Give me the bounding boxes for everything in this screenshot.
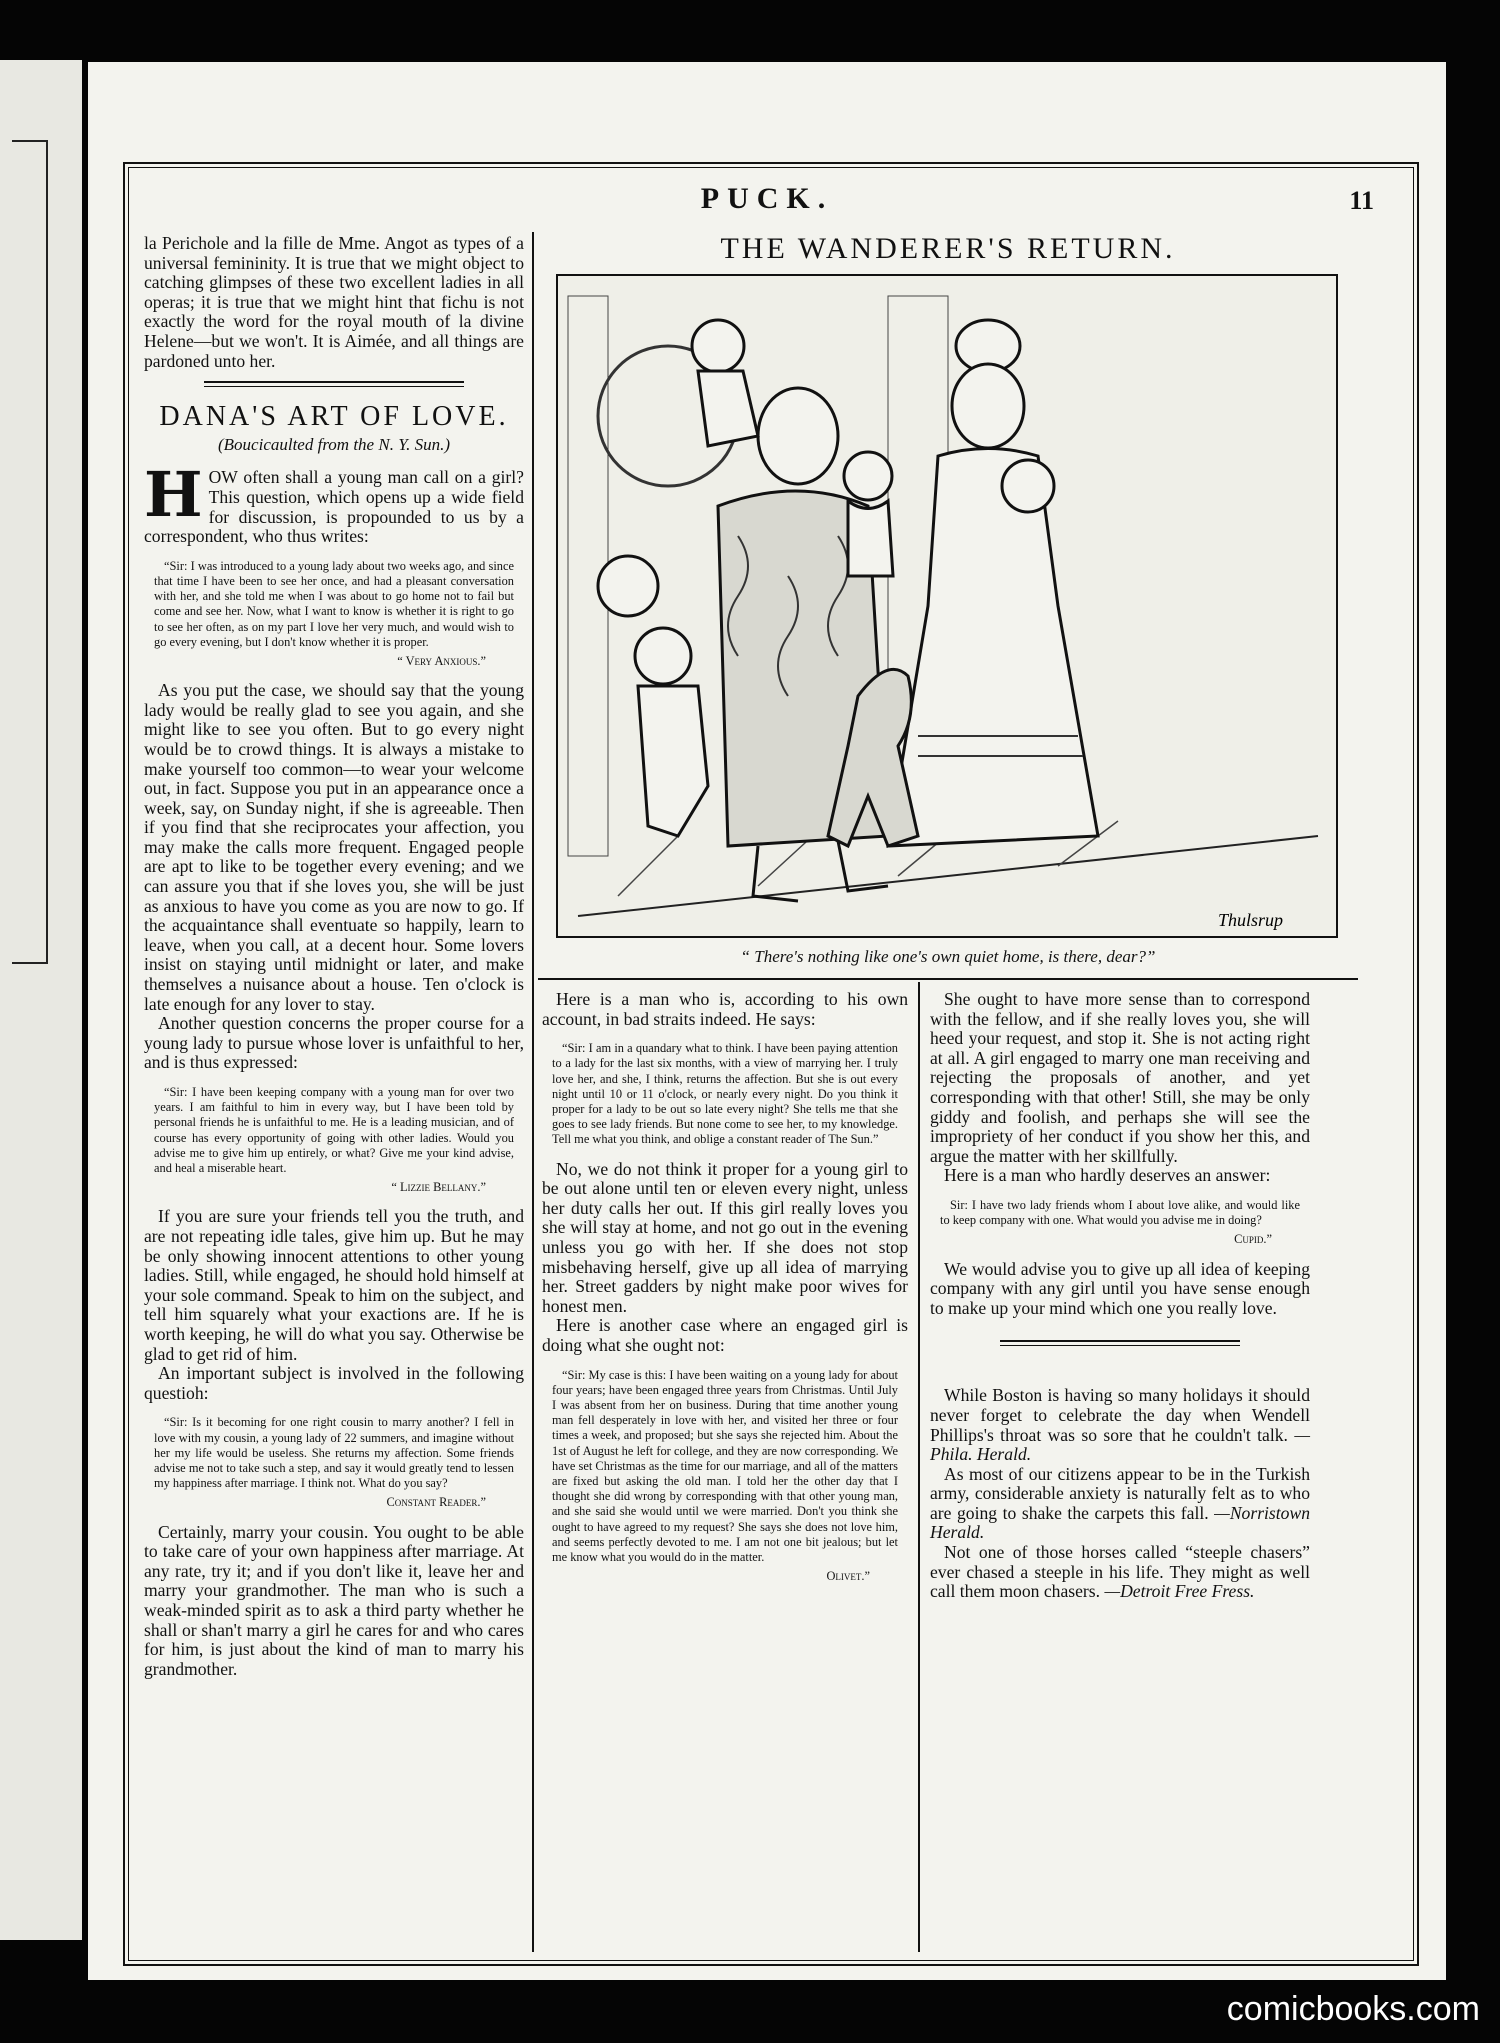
drop-cap: H (144, 458, 203, 532)
column-right (930, 990, 1310, 1602)
artist-signature: Thulsrup (1218, 910, 1284, 930)
letter-signature: Constant Reader.” (386, 1495, 486, 1510)
opening-paragraph: HOW often shall a young man call on a girl? This question, which opens up a wide field for discussion, is propounded to us by a correspondent, who thus writes: (144, 458, 524, 547)
column-left (144, 234, 524, 1679)
reader-letter: “Sir: My case is this: I have been waiting on a young lady for about four years; have been engaged three years from Christmas. Until July I was absent from her on business. During that time another young man fell desperately in love with her, and visited her three or four times a week, and proposed; but she says she rejected him. About the 1st of August he left for college, and they are now corresponding. We have set Christmas as the time for our marriage, and all of the matters are fixed but asking the old man. I told her the other day that I thought she did wrong by corresponding with that other young man, and she said she would until we were married. Don't you think she ought to have agreed to my request? She says she does not love him, and seems perfectly devoted to me. I am not one bit jealous; but let me know what you would do in the matter. (552, 1367, 898, 1564)
body-paragraph: Another question concerns the proper course for a young lady to pursue whose lover is unfaithful to her, and is thus expressed: (144, 1013, 524, 1073)
cartoon-drawing (558, 276, 1336, 936)
body-paragraph: Certainly, marry your cousin. You ought to be able to take care of your own happiness after marriage. At any rate, try it; and if you don't like it, leave her and marry your grandmother. The man who is such a weak-minded spirit as to ask a third party whether he shall or shan't marry a girl he cares for and who cares for him, is just about the kind of man to marry his grandmother. (144, 1521, 524, 1679)
divider (1000, 1340, 1240, 1346)
previous-page-edge (0, 60, 82, 1940)
column-middle (542, 990, 908, 1596)
letter-signature: Cupid.” (1234, 1232, 1272, 1247)
news-item: As most of our citizens appear to be in the Turkish army, considerable anxiety is naturally felt as to who are going to shake the carpets this fall. —Norristown Herald. (930, 1463, 1310, 1543)
reader-letter: “Sir: I was introduced to a young lady about two weeks ago, and since that time I have been to see her once, and had a pleasant conversation with her, and she told me when I was about to go home not to fail but come and see her. Now, what I want to know is whether it is right to go to see her often, as on my part I love her very much, and would wish to go every evening, but I don't know whether it is proper. (154, 558, 514, 649)
column-rule (532, 232, 534, 1952)
site-watermark: comicbooks.com (1226, 1990, 1480, 2028)
body-paragraph: Here is another case where an engaged girl is doing what she ought not: (542, 1315, 908, 1355)
divider (204, 381, 464, 387)
news-item: While Boston is having so many holidays it should never forget to celebrate the day when Wendell Phillips's throat was so sore that he couldn't talk. —Phila. Herald. (930, 1385, 1310, 1465)
body-paragraph: Here is a man who hardly deserves an answer: (944, 1165, 1271, 1186)
horizontal-rule (538, 978, 1358, 980)
body-paragraph: If you are sure your friends tell you the truth, and are not repeating idle tales, give him up. But he may be only showing innocent attentions to other young ladies. Still, while engaged, he should hold himself at your sole command. Speak to him on the subject, and tell him squarely what your exactions are. If he is worth keeping, he will do what you say. Otherwise be glad to get rid of him. (144, 1206, 524, 1364)
article-subhead: (Boucicaulted from the N. Y. Sun.) (218, 434, 450, 454)
letter-signature: “ Lizzie Bellany.” (391, 1180, 486, 1195)
body-paragraph: As you put the case, we should say that the young lady would be really glad to see you again, and she might like to see you often. But to go every night would be to crowd things. It is always a mistake to make yourself too common—to wear your welcome out, in fact. Suppose you put in an appearance once a week, say, on Sunday night, if she is agreeable. Then if you find that she reciprocates your affection, you may make the calls more frequent. Engaged people are apt to like to be together every evening; and we can assure you that if she loves you, she will be just as anxious to have you come as you are now to go. If the acquaintance shall eventuate so happily, learn to leave, when you call, at a decent hour. Some lovers insist on staying until midnight or later, and make themselves a nuisance about a house. Ten o'clock is late enough for any lover to stay. (144, 680, 524, 1014)
body-paragraph: We would advise you to give up all idea of keeping company with any girl until you have sense enough to make up your mind which one you really love. (930, 1258, 1310, 1318)
news-item: Not one of those horses called “steeple chasers” ever chased a steeple in his life. They might as well call them moon chasers. —Detroit Free Fress. (930, 1542, 1310, 1602)
reader-letter: “Sir: Is it becoming for one right cousin to marry another? I fell in love with my cousin, a young lady of 22 summers, and imagine without her my life would be useless. She returns my affection. Some friends advise me not to take such a step, and say it would greatly tend to lessen my happiness after marriage. I think not. What do you say? (154, 1415, 514, 1491)
cartoon-title: THE WANDERER'S RETURN. (720, 232, 1176, 265)
magazine-page (88, 62, 1446, 1980)
cartoon-caption: “ There's nothing like one's own quiet home, is there, dear?” (740, 947, 1156, 966)
body-paragraph: Here is a man who is, according to his own account, in bad straits indeed. He says: (542, 989, 908, 1029)
body-paragraph: An important subject is involved in the following questioh: (144, 1363, 524, 1403)
column-rule (918, 982, 920, 1952)
reader-letter: “Sir: I am in a quandary what to think. I have been paying attention to a lady for the last six months, with a view of marrying her. I truly love her, and she, I think, returns the affection. But she is out every night until 10 or 11 o'clock, or nearly every night. Do you think it proper for a lady to be out so late every night? She tells me that she goes to see lady friends. But none come to see her, to my knowledge. Tell me what you think, and oblige a constant reader of The Sun.” (552, 1041, 898, 1147)
masthead: PUCK. (700, 182, 834, 215)
previous-page-border (12, 140, 48, 964)
intro-paragraph: la Perichole and la fille de Mme. Angot as types of a universal femininity. It is true that we might object to catching glimpses of these two excellent ladies in all operas; it is true that we might hint that fichu is not exactly the word for the royal mouth of la divine Helene—but we won't. It is Aimée, and all things are pardoned unto her. (144, 233, 524, 371)
page-number: 11 (1349, 186, 1374, 215)
cartoon-illustration (556, 274, 1338, 938)
letter-signature: Olivet.” (826, 1569, 870, 1584)
reader-letter: “Sir: I have been keeping company with a young man for over two years. I am faithful to him in every way, but I have been told by personal friends he is unfaithful to me. He is a leading musician, and of course has every opportunity of going with other ladies. Would you advise me to give him up entirely, or what? Give me your kind advise, and heal a miserable heart. (154, 1085, 514, 1176)
letter-signature: “ Very Anxious.” (397, 653, 486, 668)
body-paragraph: She ought to have more sense than to correspond with the fellow, and if she really loves you, she will heed your request, and stop it. She is not acting right at all. A girl engaged to marry one man receiving and rejecting the proposals of another, and yet corresponding with that other! Still, she may be only giddy and foolish, and perhaps she will see the impropriety of her conduct if you show her this, and argue the matter with her skillfully. (930, 989, 1310, 1166)
body-paragraph: No, we do not think it proper for a young girl to be out alone until ten or eleven every night, unless her duty calls her out. If this girl really loves you she will stay at home, and not go out in the evening unless you go with her. If she does not stop misbehaving herself, give up all idea of marrying her. Street gadders by night make poor wives for honest men. (542, 1158, 908, 1316)
reader-letter: Sir: I have two lady friends whom I about love alike, and would like to keep company with one. What would you advise me in doing? (940, 1197, 1300, 1228)
article-headline: DANA'S ART OF LOVE. (159, 401, 509, 433)
